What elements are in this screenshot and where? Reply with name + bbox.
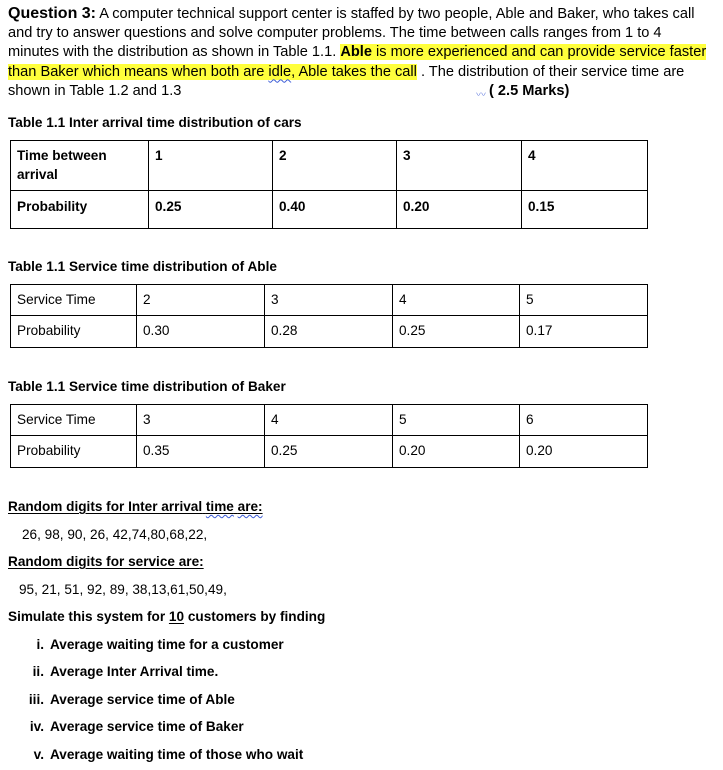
- table2-able-service: [10, 284, 648, 348]
- table1-cell: 0.20: [397, 191, 522, 229]
- table1-row-time: [11, 141, 648, 191]
- table2-cell: 0.17: [520, 316, 648, 348]
- table1-cell: 0.25: [149, 191, 273, 229]
- table1-row-probability: [11, 191, 648, 229]
- arrival-digits-heading: [8, 499, 263, 514]
- question-line-3: [8, 43, 718, 63]
- table3-cell: 0.20: [393, 436, 520, 468]
- task-item: [20, 692, 235, 707]
- service-digits-heading: Random digits for service are:: [8, 554, 204, 569]
- table3-cell: 0.20: [520, 436, 648, 468]
- table3-cell: 5: [393, 405, 520, 436]
- question-line-1: [8, 4, 718, 24]
- simulate-pre: Simulate this system for: [8, 609, 166, 624]
- table3-cell: 0.35: [137, 436, 265, 468]
- task-text: Average waiting time for a customer: [50, 637, 284, 652]
- question-line-5: [8, 82, 718, 102]
- question-line-2: [8, 24, 718, 44]
- task-number: i.: [36, 637, 44, 652]
- question-label: Question 3:: [8, 5, 97, 22]
- table3-cell: Probability: [11, 436, 137, 468]
- arrival-heading-time: time: [205, 499, 234, 514]
- table2-cell: 5: [520, 285, 648, 316]
- table2-cell: 0.30: [137, 316, 265, 348]
- simulate-count: 10: [168, 609, 185, 624]
- table3-cell: Service Time: [11, 405, 137, 436]
- able-bold: Able: [340, 44, 372, 60]
- highlight-able: [340, 44, 706, 60]
- arrival-digits: 26, 98, 90, 26, 42,74,80,68,22,: [22, 527, 208, 542]
- question-text-4: is more experienced and can provide service faster: [376, 44, 707, 60]
- table2-cell: Service Time: [11, 285, 137, 316]
- simulate-post: customers by finding: [187, 609, 326, 624]
- table2-cell: 3: [265, 285, 393, 316]
- table2-row-service: [11, 285, 648, 316]
- table1-cell: 1: [149, 141, 273, 191]
- table2-cell: 0.28: [265, 316, 393, 348]
- table3-row-probability: [11, 436, 648, 468]
- marks-label: ( 2.5 Marks): [489, 83, 570, 99]
- table3-row-service: [11, 405, 648, 436]
- task-item: [20, 747, 303, 762]
- question-text-2: and try to answer questions and solve computer problems. The time between calls ranges from 1 to 4: [8, 24, 662, 41]
- task-number: iii.: [28, 692, 44, 707]
- question-text-3: minutes with the distribution as shown in Table 1.1.: [8, 44, 337, 60]
- table2-cell: 4: [393, 285, 520, 316]
- table3-cell: 0.25: [265, 436, 393, 468]
- table1-caption: Table 1.1 Inter arrival time distribution of cars: [8, 115, 302, 130]
- question-text-1: A computer technical support center is staffed by two people, Able and Baker, who takes call: [99, 6, 695, 22]
- table3-cell: 4: [265, 405, 393, 436]
- table1-cell: 2: [273, 141, 397, 191]
- question-text-6: , Able takes the call: [291, 63, 417, 80]
- table3-cell: 3: [137, 405, 265, 436]
- table1-interarrival: [10, 140, 648, 229]
- simulate-instruction: [8, 609, 325, 624]
- question-paragraph: [8, 4, 718, 102]
- question-text-7: . The distribution of their service time are: [420, 63, 685, 80]
- table2-cell: 0.25: [393, 316, 520, 348]
- service-digits: 95, 21, 51, 92, 89, 38,13,61,50,49,: [19, 582, 227, 597]
- table1-cell: Time between arrival: [11, 141, 149, 191]
- arrival-heading-are: are:: [237, 499, 263, 514]
- table1-cell: 0.15: [522, 191, 648, 229]
- task-number: ii.: [32, 664, 44, 679]
- question-line-4: [8, 63, 718, 83]
- table3-caption: Table 1.1 Service time distribution of Baker: [8, 379, 286, 394]
- table1-cell: 4: [522, 141, 648, 191]
- task-number: v.: [33, 747, 44, 762]
- task-item: [20, 637, 284, 652]
- task-item: [20, 664, 218, 679]
- task-text: Average waiting time of those who wait: [50, 747, 304, 762]
- table2-cell: Probability: [11, 316, 137, 348]
- question-text-8: shown in Table 1.2 and 1.3: [8, 83, 182, 99]
- marks-squiggle-icon: 〰: [476, 90, 486, 101]
- table1-cell: Probability: [11, 191, 149, 229]
- task-text: Average Inter Arrival time.: [50, 664, 219, 679]
- task-number: iv.: [29, 719, 44, 734]
- table1-cell: 0.40: [273, 191, 397, 229]
- table1-cell: 3: [397, 141, 522, 191]
- table2-row-probability: [11, 316, 648, 348]
- task-text: Average service time of Baker: [50, 719, 244, 734]
- table2-caption: Table 1.1 Service time distribution of Able: [8, 259, 277, 274]
- idle-word: idle: [268, 63, 292, 80]
- table3-baker-service: [10, 404, 648, 468]
- table2-cell: 2: [137, 285, 265, 316]
- table3-cell: 6: [520, 405, 648, 436]
- task-item: [20, 719, 244, 734]
- arrival-heading-text: Random digits for Inter arrival: [8, 499, 203, 514]
- highlight-baker: [8, 64, 417, 80]
- question-text-5: than Baker which means when both are: [8, 63, 265, 80]
- task-text: Average service time of Able: [50, 692, 235, 707]
